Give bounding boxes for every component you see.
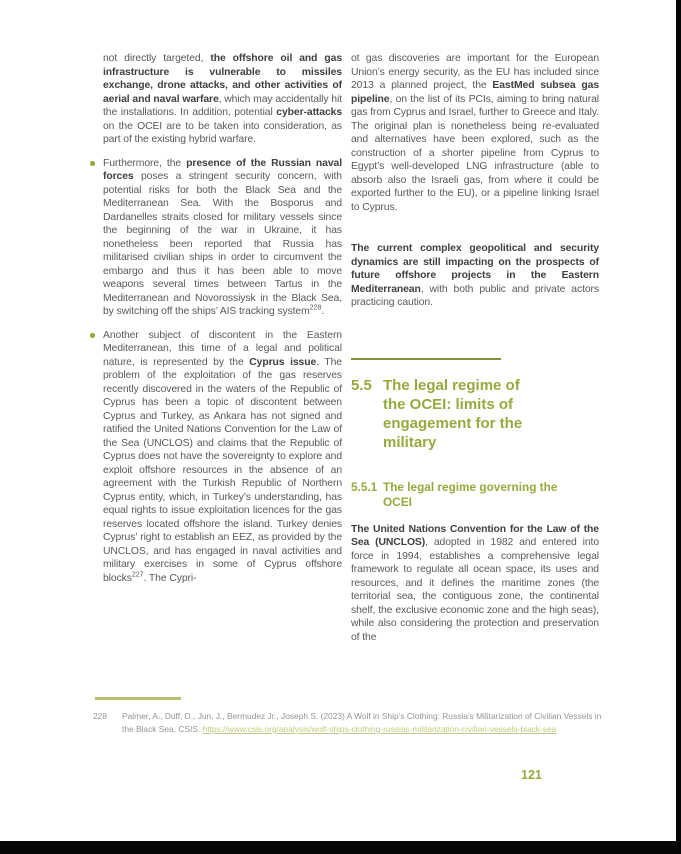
footnote-separator (95, 697, 181, 700)
subsection-heading-5-5-1 (351, 480, 599, 510)
paragraph-geopolitical-summary: The current complex geopolitical and security dynamics are still impacting on the prospects of future offshore projects in the Eastern Mediterranean, with both public and private actors practicing caution. (351, 243, 599, 308)
footnote-link[interactable]: https://www.csis.org/analysis/wolf-ships-clothing-russias-militarization-civilian-vessels-black-sea (202, 723, 557, 734)
paragraph-continuation: not directly targeted, the offshore oil and gas infrastructure is vulnerable to missiles exchange, drone attacks, and other activities of aerial and naval warfare, which may accidentally hit the installations. In addition, potential cyber-attacks on the OCEI are to be taken into consideration, as part of the existing hybrid warfare. (103, 53, 343, 145)
footnote-228 (93, 710, 603, 736)
footnote-text: Palmer, A., Duff, D., Jun, J., Bermudez Jr., Joseph S. (2023) A Wolf in Ship’s Clothing: Russia’s Militarization of Civilian Vessels in the Black Sea, CSIS. https://www.csis.org/analysis/wolf-ships-clothing-russias-militarization-civilian-vessels-black-sea (122, 710, 602, 734)
page-number: 121 (521, 768, 542, 782)
bullet-icon (90, 333, 95, 338)
section-number: 5.5 (351, 376, 372, 394)
bullet-item-russian-naval-forces (103, 157, 342, 319)
bullet-text: Furthermore, the presence of the Russian naval forces poses a stringent security concern, with potential risks for both the Black Sea and the Mediterranean Sea. With the Bosporus and Dardanelles straits closed for military vessels since the beginning of the war in Ukraine, it has nonetheless been reported that Russia has militarised civilian ships in order to circumvent the embargo and thus it has been able to move weapons several times between Tartus in the Mediterranean and Novorossiysk in the Black Sea, by switching off the ships’ AIS tracking system$^{228}$. (103, 157, 342, 317)
section-divider-rule (351, 358, 501, 360)
right-column (351, 52, 599, 654)
viewer-background-bottom-edge (0, 841, 681, 854)
viewer-background-right-edge (676, 0, 681, 854)
subsection-title: The legal regime governing the OCEI (383, 479, 558, 509)
subsection-number: 5.5.1 (351, 479, 378, 494)
footnote-area (93, 697, 603, 736)
paragraph-eastmed: ot gas discoveries are important for the European Union’s energy security, as the EU has included since 2013 a planned project, the EastMed subsea gas pipeline, on the list of its PCIs, aiming to bring natural gas from Cyprus and Israel, further to Greece and Italy. The original plan is nonetheless being re-evaluated and alternatives have been explored, such as the construction of a shorter pipeline from Cyprus to Egypt’s well-developed LNG infrastructure (able to absorb also the Israeli gas, from where it could be exported further to the EU), or a pipeline linking Israel to Cyprus. (351, 53, 599, 213)
bullet-item-cyprus-issue (103, 329, 342, 586)
footnote-number: 228 (93, 710, 107, 721)
paragraph-unclos: The United Nations Convention for the Law of the Sea (UNCLOS), adopted in 1982 and entered into force in 1994, establishes a comprehensive legal framework to regulate all ocean space, its uses and resources, and it defines the maritime zones (the territorial sea, the contiguous zone, the continental shelf, the exclusive economic zone and the high seas), while also considering the protection and preservation of the (351, 523, 600, 643)
bullet-text: Another subject of discontent in the Eastern Mediterranean, this time of a legal and political nature, is represented by the Cyprus issue. The problem of the exploitation of the gas reserves recently discovered in the waters of the Republic of Cyprus has been a topic of discontent between Cyprus and Turkey, as Ankara has not signed and ratified the United Nations Convention for the Law of the Sea (UNCLOS) and claims that the Republic of Cyprus does not have the sovereignty to explore and exploit offshore resources in the absence of an agreement with the Turkish Republic of Northern Cyprus entity, which, in Turkey’s understanding, has equal rights to issue exploitation licences for the gas reserves located offshore the island. Turkey denies Cyprus’ right to establish an EEZ, as provided by the UNCLOS, and has engaged in naval activities and military exercises in some of Cyprus offshore blocks$^{227}$. The Cypri- (103, 329, 342, 584)
section-title: The legal regime of the OCEI: limits of engagement for the military (383, 376, 523, 451)
section-heading-5-5 (351, 376, 599, 452)
left-column (103, 52, 342, 595)
bullet-icon (90, 161, 95, 166)
